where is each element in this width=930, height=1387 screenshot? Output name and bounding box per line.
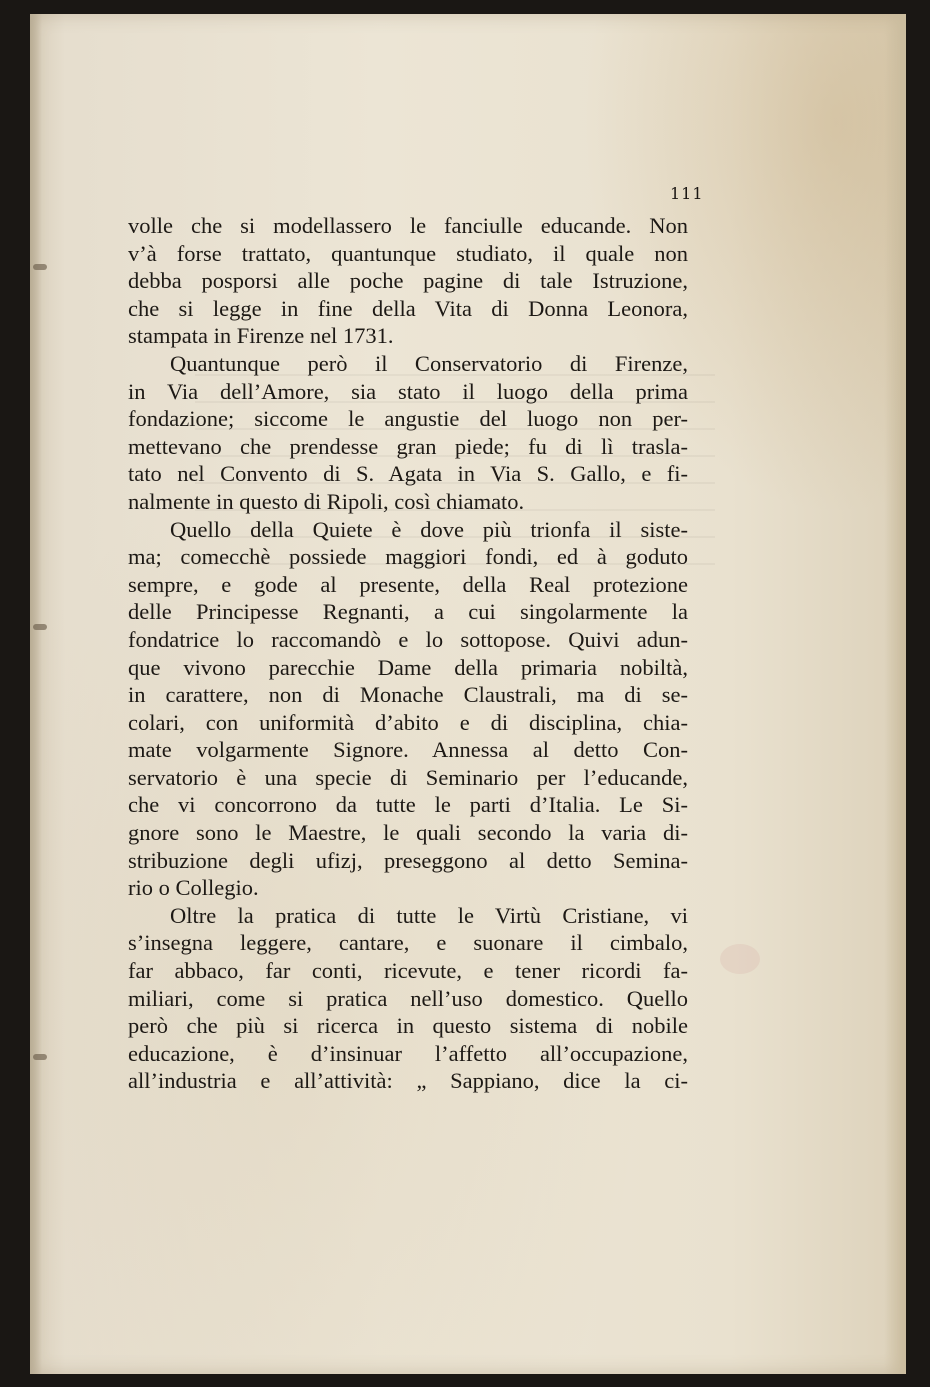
page-number: 111 (670, 184, 704, 203)
text-line: servatorio è una specie di Seminario per l’educande, (128, 764, 688, 790)
text-line: educazione, è d’insinuar l’affetto all’occupazione, (128, 1040, 688, 1066)
text-line: v’à forse trattato, quantunque studiato, il quale non (128, 240, 688, 266)
text-line: debba posporsi alle poche pagine di tale Istruzione, (128, 268, 688, 294)
text-line: stribuzione degli ufizj, preseggono al detto Semina- (128, 847, 688, 873)
binding-stitch (33, 264, 47, 270)
paragraph (128, 516, 688, 902)
text-line: fondatrice lo raccomandò e lo sottopose. Quivi adun- (128, 626, 688, 652)
text-line: rio o Collegio. (128, 875, 259, 901)
text-line: all’industria e all’attività: „ Sappiano, dice la ci- (128, 1068, 688, 1094)
binding-stitch (33, 624, 47, 630)
text-line: in carattere, non di Monache Claustrali, ma di se- (128, 682, 688, 708)
text-line: ma; comecchè possiede maggiori fondi, ed à goduto (128, 544, 688, 570)
text-line: in Via dell’Amore, sia stato il luogo della prima (128, 378, 688, 404)
paragraph (128, 902, 688, 1095)
paragraph (128, 212, 688, 350)
text-line: que vivono parecchie Dame della primaria nobiltà, (128, 654, 688, 680)
text-line: Oltre la pratica di tutte le Virtù Cristiane, vi (170, 902, 688, 928)
text-line: colari, con uniformità d’abito e di disciplina, chia- (128, 709, 688, 735)
text-line: Quello della Quiete è dove più trionfa il siste- (170, 516, 688, 542)
text-line: che vi concorrono da tutte le parti d’Italia. Le Si- (128, 792, 688, 818)
text-line: Quantunque però il Conservatorio di Firenze, (170, 350, 688, 376)
text-line: gnore sono le Maestre, le quali secondo la varia di- (128, 820, 688, 846)
text-line: volle che si modellassero le fanciulle educande. Non (128, 213, 688, 238)
text-line: mate volgarmente Signore. Annessa al detto Con- (128, 737, 688, 763)
body-text (128, 212, 688, 1095)
paper-stain (720, 944, 760, 974)
paragraph (128, 350, 688, 516)
text-line: però che più si ricerca in questo sistema di nobile (128, 1013, 688, 1039)
text-line: stampata in Firenze nel 1731. (128, 323, 394, 349)
text-line: nalmente in questo di Ripoli, così chiamato. (128, 488, 525, 514)
text-line: tato nel Convento di S. Agata in Via S. Gallo, e fi- (128, 461, 688, 487)
text-line: far abbaco, far conti, ricevute, e tener ricordi fa- (128, 958, 688, 984)
text-line: mettevano che prendesse gran piede; fu di lì trasla- (128, 433, 688, 459)
text-line: fondazione; siccome le angustie del luogo non per- (128, 406, 688, 432)
gutter-shadow (30, 14, 42, 1374)
text-line: miliari, come si pratica nell’uso domestico. Quello (128, 985, 688, 1011)
text-line: s’insegna leggere, cantare, e suonare il cimbalo, (128, 930, 688, 956)
text-line: che si legge in fine della Vita di Donna Leonora, (128, 295, 688, 321)
text-line: sempre, e gode al presente, della Real protezione (128, 571, 688, 597)
binding-stitch (33, 1054, 47, 1060)
text-line: delle Principesse Regnanti, a cui singolarmente la (128, 599, 688, 625)
page-edge-shadow (884, 14, 906, 1374)
